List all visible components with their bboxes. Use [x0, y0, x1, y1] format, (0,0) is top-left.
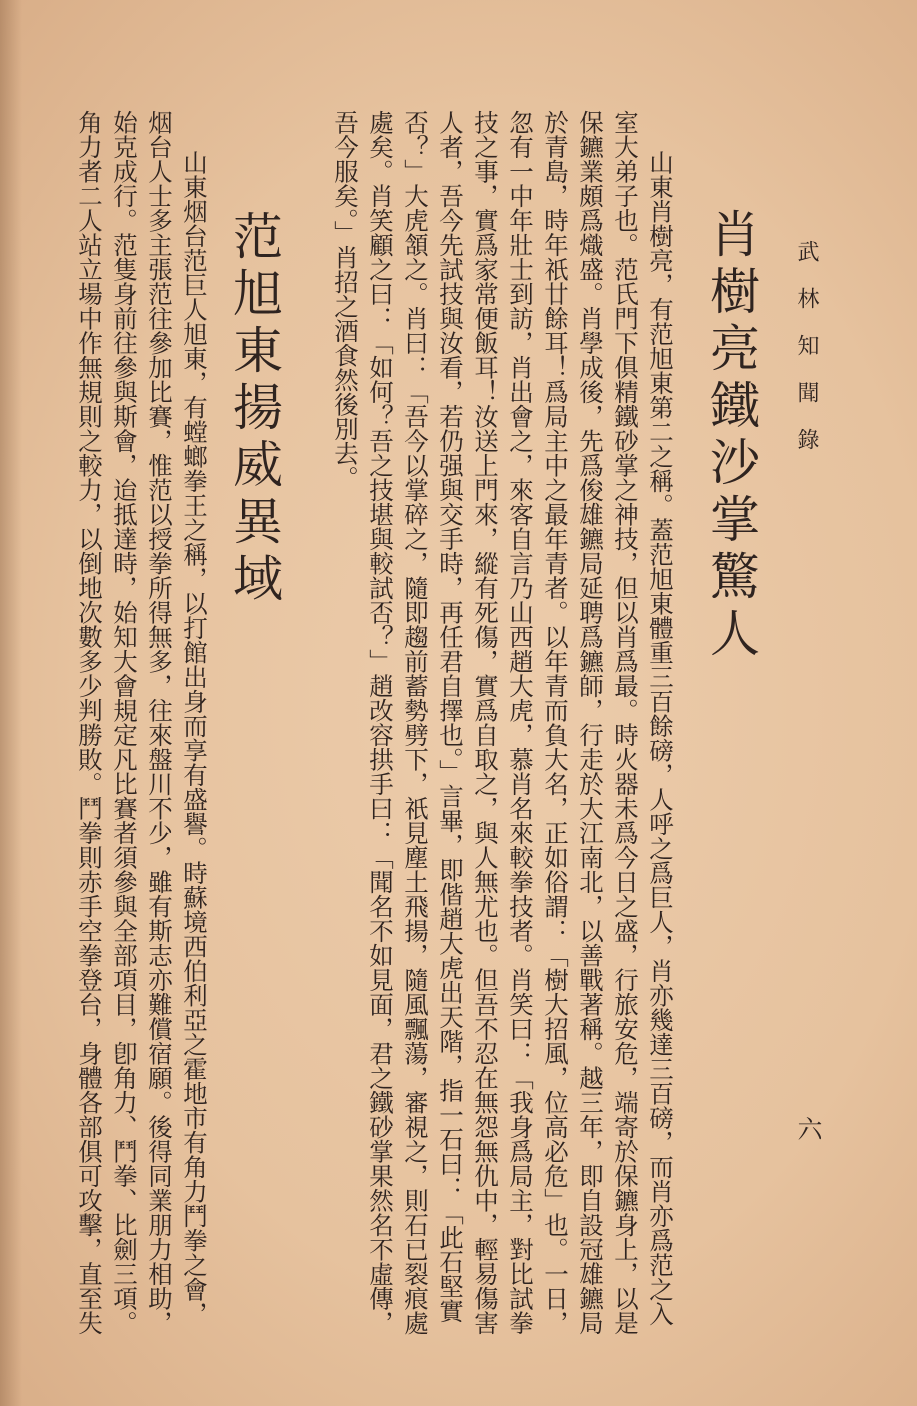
text-column: 山東烟台范巨人旭東，有螳螂拳王之稱，以打館出身而享有盛譽。時蘇境西伯利亞之霍地市有角力鬥拳之會， [180, 150, 209, 1326]
text-column: 吾今服矣。」肖招之酒食然後別去。 [331, 110, 360, 490]
text-column: 山東肖樹亮，有范旭東第二之稱。蓋范旭東體重三百餘磅，人呼之爲巨人，肖亦幾達三百磅，而肖亦爲范之入 [646, 150, 675, 1326]
text-column: 處矣。肖笑顧之曰：「如何？吾之技堪與較試否？」趙改容拱手曰：「聞名不如見面，君之鐵砂掌果然名不虛傳， [366, 110, 395, 1335]
text-column: 保鑣業頗爲熾盛。肖學成後，先爲俊雄鑣局延聘爲鑣師，行走於大江南北，以善戰著稱。越三年，即自設冠雄鑣局 [576, 110, 605, 1335]
text-column: 人者，吾今先試技與汝看，若仍强與交手時，再任君自擇也。」言畢，即偕趙大虎出天階，指一石曰：「此石堅實 [436, 110, 465, 1323]
text-column: 忽有一中年壯士到訪，肖出會之，來客自言乃山西趙大虎，慕肖名來較拳技者。肖笑曰：「我身爲局主，對比試拳 [506, 110, 535, 1335]
article-title-2: 范旭東揚威異域 [225, 210, 283, 609]
text-column: 烟台人士多主張范往參加比賽，惟范以授拳所得無多，往來盤川不少，雖有斯志亦難償宿願。後得同業朋力相助， [145, 110, 174, 1335]
text-column: 於青島，時年祇廿餘耳！爲局主中之最年青者。以年青而負大名，正如俗謂：「樹大招風，位高必危」也。一日， [541, 110, 570, 1335]
text-column: 室大弟子也。范氏門下俱精鐵砂掌之神技，但以肖爲最。時火器未爲今日之盛，行旅安危，端寄於保鑣身上，以是 [611, 110, 640, 1335]
running-title: 武林知聞錄 [794, 240, 819, 475]
page-spine-shadow [0, 0, 22, 1406]
page-number: 六 [794, 1116, 823, 1141]
text-column: 角力者二人站立場中作無規則之較力，以倒地次數多少判勝敗。鬥拳則赤手空拳登台，身體各部俱可攻擊，直至失 [75, 110, 104, 1335]
article-body-1 [328, 110, 678, 1335]
article-body-2 [72, 110, 212, 1335]
text-column: 始克成行。范隻身前往參與斯會，迨抵達時，始知大會規定凡比賽者須參與全部項目，卽角力、鬥拳、比劍三項。 [110, 110, 139, 1335]
article-title-1: 肖樹亮鐵沙掌驚人 [702, 208, 760, 664]
text-column: 否？」大虎頷之。肖曰：「吾今以掌碎之，隨即趨前蓄勢劈下，祇見塵土飛揚，隨風飄蕩，審視之，則石已裂痕處 [401, 110, 430, 1335]
text-column: 技之事，實爲家常便飯耳！汝送上門來，縱有死傷，實爲自取之，與人無尤也。但吾不忍在無怨無仇中，輕易傷害 [471, 110, 500, 1335]
